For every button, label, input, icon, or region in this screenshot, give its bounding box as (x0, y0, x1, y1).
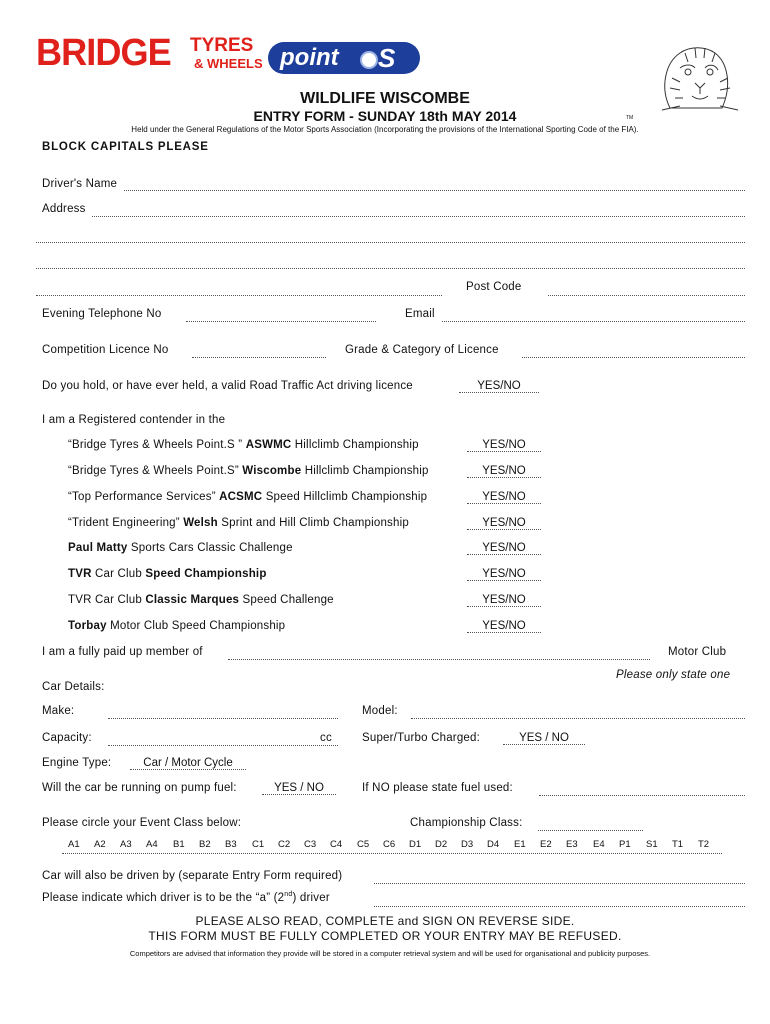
championship-yes-no-paul-matty[interactable]: YES/NO (467, 542, 541, 555)
championship-item-acsmc: “Top Performance Services” ACSMC Speed Hillclimb Championship (68, 491, 428, 503)
championship-item-tvr-classic: TVR Car Club Classic Marques Speed Challenge (68, 594, 334, 606)
championship-item-wiscombe: “Bridge Tyres & Wheels Point.S” Wiscombe Hillclimb Championship (68, 465, 429, 477)
phone-field[interactable] (186, 321, 376, 322)
turbo-label: Super/Turbo Charged: (362, 732, 481, 744)
class-option[interactable]: C6 (383, 839, 396, 850)
championship-item-torbay: Torbay Motor Club Speed Championship (68, 620, 286, 632)
licence-field[interactable] (192, 357, 326, 358)
championship-item-aswmc: “Bridge Tyres & Wheels Point.S ” ASWMC Hillclimb Championship (68, 439, 419, 451)
member-label: I am a fully paid up member of (42, 646, 203, 658)
address-field-1[interactable] (92, 216, 745, 217)
state-one-note: Please only state one (616, 669, 731, 681)
capacity-label: Capacity: (42, 732, 92, 744)
championship-yes-no-torbay[interactable]: YES/NO (467, 620, 541, 633)
pump-fuel-label: Will the car be running on pump fuel: (42, 782, 237, 794)
grade-label: Grade & Category of Licence (345, 344, 499, 356)
fuel-used-field[interactable] (539, 795, 745, 796)
championship-yes-no-wiscombe[interactable]: YES/NO (467, 465, 541, 478)
drivers-name-field[interactable] (124, 190, 745, 191)
championship-yes-no-tvr-speed[interactable]: YES/NO (467, 568, 541, 581)
also-driven-field[interactable] (374, 883, 745, 884)
drivers-name-label: Driver's Name (42, 178, 118, 190)
logo-s-text: S (378, 43, 396, 73)
licence-label: Competition Licence No (42, 344, 169, 356)
championship-yes-no-tvr-classic[interactable]: YES/NO (467, 594, 541, 607)
pump-fuel-yes-no[interactable]: YES / NO (262, 782, 336, 795)
class-option[interactable]: A4 (146, 839, 158, 850)
address-field-4[interactable] (36, 295, 442, 296)
page-title: WILDLIFE WISCOMBE (300, 90, 470, 107)
motor-club-label: Motor Club (668, 646, 727, 658)
championship-class-field[interactable] (538, 830, 643, 831)
grade-field[interactable] (522, 357, 745, 358)
class-option[interactable]: S1 (646, 839, 658, 850)
model-label: Model: (362, 705, 398, 717)
class-option[interactable]: D2 (435, 839, 448, 850)
class-option[interactable]: A3 (120, 839, 132, 850)
page-subtitle: ENTRY FORM - SUNDAY 18th MAY 2014 (253, 108, 517, 124)
phone-label: Evening Telephone No (42, 308, 162, 320)
cc-unit: cc (320, 732, 332, 744)
event-class-list (62, 839, 722, 854)
class-option[interactable]: C4 (330, 839, 343, 850)
championship-yes-no-aswmc[interactable]: YES/NO (467, 439, 541, 452)
registered-contender-label: I am a Registered contender in the (42, 414, 226, 426)
class-option[interactable]: E4 (593, 839, 605, 850)
regulations-text: Held under the General Regulations of the Motor Sports Association (Incorporating the provisions of the International Sporting Code of the FIA). (131, 125, 639, 134)
class-option[interactable]: B2 (199, 839, 211, 850)
class-option[interactable]: E1 (514, 839, 526, 850)
class-option[interactable]: A1 (68, 839, 80, 850)
rta-yes-no[interactable]: YES/NO (459, 380, 539, 393)
address-field-3[interactable] (36, 268, 745, 269)
make-field[interactable] (108, 718, 338, 719)
which-driver-field[interactable] (374, 906, 745, 907)
class-option[interactable]: A2 (94, 839, 106, 850)
class-option[interactable]: C1 (252, 839, 265, 850)
logo-point-text: point (280, 44, 339, 71)
make-label: Make: (42, 705, 75, 717)
logo-tyres-text: TYRES (190, 35, 254, 56)
class-option[interactable]: C2 (278, 839, 291, 850)
postcode-field[interactable] (548, 295, 745, 296)
block-capitals-note: BLOCK CAPITALS PLEASE (42, 141, 209, 153)
class-option[interactable]: T1 (672, 839, 684, 850)
email-label: Email (405, 308, 435, 320)
class-option[interactable]: E3 (566, 839, 578, 850)
class-option[interactable]: B1 (173, 839, 185, 850)
engine-type-label: Engine Type: (42, 757, 112, 769)
logo-wheels-text: & WHEELS (194, 56, 263, 71)
logo-bridge-text: BRIDGE (36, 32, 171, 74)
engine-type-value[interactable]: Car / Motor Cycle (130, 757, 246, 770)
championship-yes-no-acsmc[interactable]: YES/NO (467, 491, 541, 504)
event-class-label: Please circle your Event Class below: (42, 817, 242, 829)
points-logo (268, 42, 420, 74)
motor-club-field[interactable] (228, 659, 650, 660)
car-details-label: Car Details: (42, 681, 105, 693)
class-option[interactable]: D1 (409, 839, 422, 850)
model-field[interactable] (411, 718, 745, 719)
trademark: TM (626, 115, 634, 121)
which-driver-label: Please indicate which driver is to be the “a” (2nd) driver (42, 891, 330, 904)
footer-line-1: PLEASE ALSO READ, COMPLETE and SIGN ON REVERSE SIDE. (195, 914, 575, 928)
postcode-label: Post Code (466, 281, 522, 293)
turbo-yes-no[interactable]: YES / NO (503, 732, 585, 745)
privacy-notice: Competitors are advised that information they provide will be stored in a computer retrieval system and will be used for organisational and publicity purposes. (129, 949, 651, 958)
class-option[interactable]: E2 (540, 839, 552, 850)
class-option[interactable]: T2 (698, 839, 710, 850)
championship-item-tvr-speed: TVR Car Club Speed Championship (68, 568, 267, 580)
championship-item-paul-matty: Paul Matty Sports Cars Classic Challenge (68, 542, 293, 554)
championship-item-welsh: “Trident Engineering” Welsh Sprint and Hill Climb Championship (68, 517, 409, 529)
email-field[interactable] (442, 321, 745, 322)
championship-yes-no-welsh[interactable]: YES/NO (467, 517, 541, 530)
rta-label: Do you hold, or have ever held, a valid Road Traffic Act driving licence (42, 380, 413, 392)
address-field-2[interactable] (36, 242, 745, 243)
class-option[interactable]: C3 (304, 839, 317, 850)
also-driven-label: Car will also be driven by (separate Entry Form required) (42, 870, 343, 882)
class-option[interactable]: D4 (487, 839, 500, 850)
class-option[interactable]: B3 (225, 839, 237, 850)
logo-dot-icon (360, 51, 378, 69)
class-option[interactable]: C5 (357, 839, 370, 850)
class-option[interactable]: P1 (619, 839, 631, 850)
capacity-field[interactable] (108, 745, 338, 746)
address-label: Address (42, 203, 86, 215)
fuel-used-label: If NO please state fuel used: (362, 782, 513, 794)
footer-line-2: THIS FORM MUST BE FULLY COMPLETED OR YOUR ENTRY MAY BE REFUSED. (148, 929, 622, 943)
class-option[interactable]: D3 (461, 839, 474, 850)
championship-class-label: Championship Class: (410, 817, 523, 829)
